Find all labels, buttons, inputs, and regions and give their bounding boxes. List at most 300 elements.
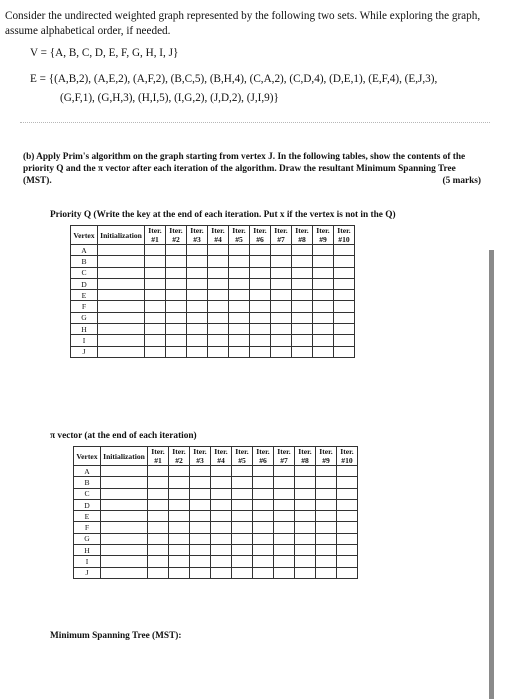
priority-q-answer-cell[interactable] xyxy=(250,256,271,267)
priority-q-answer-cell[interactable] xyxy=(292,290,313,301)
iter-word: Iter. xyxy=(253,226,267,235)
priority-q-answer-cell[interactable] xyxy=(98,290,145,301)
priority-q-answer-cell[interactable] xyxy=(292,346,313,357)
priority-q-answer-cell[interactable] xyxy=(229,324,250,335)
pi-vector-answer-cell[interactable] xyxy=(232,466,253,477)
priority-q-answer-cell[interactable] xyxy=(98,346,145,357)
iter-number: #5 xyxy=(235,235,243,244)
pi-vector-answer-cell[interactable] xyxy=(337,477,358,488)
priority-q-answer-cell[interactable] xyxy=(250,267,271,278)
priority-q-answer-cell[interactable] xyxy=(166,267,187,278)
priority-q-answer-cell[interactable] xyxy=(98,301,145,312)
priority-q-answer-cell[interactable] xyxy=(187,278,208,289)
vertex-label: B xyxy=(71,256,98,267)
pi-vector-answer-cell[interactable] xyxy=(253,522,274,533)
priority-q-answer-cell[interactable] xyxy=(292,335,313,346)
priority-q-iter-header xyxy=(145,226,166,245)
priority-q-answer-cell[interactable] xyxy=(166,245,187,256)
priority-q-answer-cell[interactable] xyxy=(145,245,166,256)
pi-vector-answer-cell[interactable] xyxy=(232,545,253,556)
pi-vector-answer-cell[interactable] xyxy=(169,533,190,544)
pi-vector-answer-cell[interactable] xyxy=(190,567,211,578)
pi-vector-answer-cell[interactable] xyxy=(169,477,190,488)
pi-vector-answer-cell[interactable] xyxy=(316,556,337,567)
pi-vector-answer-cell[interactable] xyxy=(232,522,253,533)
pi-vector-answer-cell[interactable] xyxy=(190,545,211,556)
pi-vector-answer-cell[interactable] xyxy=(337,511,358,522)
priority-q-answer-cell[interactable] xyxy=(250,324,271,335)
edge-set xyxy=(30,70,500,108)
priority-q-answer-cell[interactable] xyxy=(187,245,208,256)
pi-vector-answer-cell[interactable] xyxy=(211,556,232,567)
priority-q-answer-cell[interactable] xyxy=(229,290,250,301)
priority-q-row xyxy=(71,312,355,323)
priority-q-answer-cell[interactable] xyxy=(229,245,250,256)
pi-vector-answer-cell[interactable] xyxy=(148,488,169,499)
priority-q-header-row xyxy=(71,226,355,245)
priority-q-answer-cell[interactable] xyxy=(292,256,313,267)
pi-vector-iter-header xyxy=(274,447,295,466)
priority-q-iter-header xyxy=(166,226,187,245)
iter-number: #4 xyxy=(217,456,225,465)
priority-q-answer-cell[interactable] xyxy=(292,245,313,256)
pi-vector-answer-cell[interactable] xyxy=(232,556,253,567)
priority-q-answer-cell[interactable] xyxy=(229,335,250,346)
priority-q-answer-cell[interactable] xyxy=(208,256,229,267)
priority-q-answer-cell[interactable] xyxy=(166,278,187,289)
iter-word: Iter. xyxy=(337,226,351,235)
pi-vector-answer-cell[interactable] xyxy=(190,556,211,567)
iter-word: Iter. xyxy=(214,447,228,456)
priority-q-answer-cell[interactable] xyxy=(208,324,229,335)
pi-vector-answer-cell[interactable] xyxy=(148,466,169,477)
pi-vector-answer-cell[interactable] xyxy=(148,499,169,510)
pi-vector-answer-cell[interactable] xyxy=(316,567,337,578)
priority-q-answer-cell[interactable] xyxy=(334,267,355,278)
vertex-label: E xyxy=(71,290,98,301)
pi-vector-answer-cell[interactable] xyxy=(211,477,232,488)
pi-vector-answer-cell[interactable] xyxy=(101,511,148,522)
pi-vector-answer-cell[interactable] xyxy=(274,567,295,578)
priority-q-answer-cell[interactable] xyxy=(334,290,355,301)
priority-q-answer-cell[interactable] xyxy=(166,301,187,312)
priority-q-answer-cell[interactable] xyxy=(187,301,208,312)
priority-q-answer-cell[interactable] xyxy=(98,324,145,335)
priority-q-answer-cell[interactable] xyxy=(271,290,292,301)
pi-vector-answer-cell[interactable] xyxy=(337,533,358,544)
pi-vector-answer-cell[interactable] xyxy=(101,488,148,499)
pi-vector-answer-cell[interactable] xyxy=(211,545,232,556)
priority-q-answer-cell[interactable] xyxy=(166,256,187,267)
iter-word: Iter. xyxy=(172,447,186,456)
priority-q-answer-cell[interactable] xyxy=(145,290,166,301)
pi-vector-answer-cell[interactable] xyxy=(169,466,190,477)
iter-word: Iter. xyxy=(340,447,354,456)
priority-q-answer-cell[interactable] xyxy=(145,256,166,267)
pi-vector-answer-cell[interactable] xyxy=(148,556,169,567)
pi-vector-iter-header xyxy=(253,447,274,466)
priority-q-answer-cell[interactable] xyxy=(98,312,145,323)
pi-vector-answer-cell[interactable] xyxy=(253,499,274,510)
iter-number: #7 xyxy=(280,456,288,465)
priority-q-answer-cell[interactable] xyxy=(271,324,292,335)
priority-q-vertex-header: Vertex xyxy=(71,226,98,245)
iter-number: #7 xyxy=(277,235,285,244)
pi-vector-answer-cell[interactable] xyxy=(211,466,232,477)
iter-word: Iter. xyxy=(274,226,288,235)
priority-q-row xyxy=(71,335,355,346)
pi-vector-answer-cell[interactable] xyxy=(169,556,190,567)
pi-vector-answer-cell[interactable] xyxy=(274,545,295,556)
priority-q-answer-cell[interactable] xyxy=(271,256,292,267)
pi-vector-answer-cell[interactable] xyxy=(232,499,253,510)
vertex-label: I xyxy=(71,335,98,346)
priority-q-answer-cell[interactable] xyxy=(208,312,229,323)
priority-q-answer-cell[interactable] xyxy=(98,335,145,346)
pi-vector-answer-cell[interactable] xyxy=(148,511,169,522)
pi-vector-answer-cell[interactable] xyxy=(253,567,274,578)
vertex-label: H xyxy=(74,545,101,556)
pi-vector-answer-cell[interactable] xyxy=(316,477,337,488)
priority-q-answer-cell[interactable] xyxy=(208,245,229,256)
priority-q-answer-cell[interactable] xyxy=(334,256,355,267)
priority-q-answer-cell[interactable] xyxy=(334,245,355,256)
pi-vector-row xyxy=(74,477,358,488)
pi-vector-answer-cell[interactable] xyxy=(274,522,295,533)
priority-q-answer-cell[interactable] xyxy=(271,346,292,357)
priority-q-answer-cell[interactable] xyxy=(334,301,355,312)
priority-q-answer-cell[interactable] xyxy=(98,278,145,289)
priority-q-row xyxy=(71,301,355,312)
pi-vector-answer-cell[interactable] xyxy=(169,567,190,578)
priority-q-answer-cell[interactable] xyxy=(250,301,271,312)
iter-word: Iter. xyxy=(235,447,249,456)
priority-q-answer-cell[interactable] xyxy=(166,290,187,301)
priority-q-answer-cell[interactable] xyxy=(271,245,292,256)
pi-vector-answer-cell[interactable] xyxy=(337,545,358,556)
priority-q-answer-cell[interactable] xyxy=(292,267,313,278)
iter-number: #9 xyxy=(319,235,327,244)
iter-number: #9 xyxy=(322,456,330,465)
priority-q-answer-cell[interactable] xyxy=(145,278,166,289)
pi-vector-answer-cell[interactable] xyxy=(316,499,337,510)
pi-vector-answer-cell[interactable] xyxy=(211,499,232,510)
pi-vector-answer-cell[interactable] xyxy=(232,533,253,544)
iter-word: Iter. xyxy=(190,226,204,235)
pi-vector-answer-cell[interactable] xyxy=(211,522,232,533)
vertex-label: B xyxy=(74,477,101,488)
pi-vector-answer-cell[interactable] xyxy=(190,499,211,510)
priority-q-answer-cell[interactable] xyxy=(292,312,313,323)
pi-vector-answer-cell[interactable] xyxy=(253,533,274,544)
priority-q-answer-cell[interactable] xyxy=(229,346,250,357)
priority-q-iter-header xyxy=(250,226,271,245)
pi-vector-answer-cell[interactable] xyxy=(316,533,337,544)
priority-q-answer-cell[interactable] xyxy=(250,278,271,289)
vertex-label: C xyxy=(74,488,101,499)
pi-vector-answer-cell[interactable] xyxy=(190,511,211,522)
pi-vector-answer-cell[interactable] xyxy=(337,499,358,510)
iter-word: Iter. xyxy=(256,447,270,456)
pi-vector-row xyxy=(74,556,358,567)
priority-q-answer-cell[interactable] xyxy=(145,301,166,312)
priority-q-answer-cell[interactable] xyxy=(271,312,292,323)
pi-vector-answer-cell[interactable] xyxy=(148,533,169,544)
priority-q-answer-cell[interactable] xyxy=(229,267,250,278)
pi-vector-answer-cell[interactable] xyxy=(274,533,295,544)
pi-vector-answer-cell[interactable] xyxy=(190,488,211,499)
priority-q-answer-cell[interactable] xyxy=(250,290,271,301)
priority-q-answer-cell[interactable] xyxy=(208,267,229,278)
pi-vector-answer-cell[interactable] xyxy=(169,499,190,510)
pi-vector-answer-cell[interactable] xyxy=(295,545,316,556)
priority-q-iter-header xyxy=(208,226,229,245)
priority-q-answer-cell[interactable] xyxy=(313,335,334,346)
priority-q-row xyxy=(71,256,355,267)
priority-q-answer-cell[interactable] xyxy=(334,335,355,346)
pi-vector-answer-cell[interactable] xyxy=(101,556,148,567)
priority-q-answer-cell[interactable] xyxy=(98,256,145,267)
pi-vector-answer-cell[interactable] xyxy=(211,533,232,544)
pi-vector-answer-cell[interactable] xyxy=(295,477,316,488)
pi-vector-answer-cell[interactable] xyxy=(190,522,211,533)
pi-vector-answer-cell[interactable] xyxy=(316,545,337,556)
pi-vector-answer-cell[interactable] xyxy=(190,466,211,477)
priority-q-answer-cell[interactable] xyxy=(187,324,208,335)
pi-vector-answer-cell[interactable] xyxy=(101,499,148,510)
priority-q-answer-cell[interactable] xyxy=(208,346,229,357)
priority-q-answer-cell[interactable] xyxy=(187,346,208,357)
priority-q-answer-cell[interactable] xyxy=(145,324,166,335)
priority-q-answer-cell[interactable] xyxy=(145,335,166,346)
pi-vector-vertex-header: Vertex xyxy=(74,447,101,466)
pi-vector-answer-cell[interactable] xyxy=(337,556,358,567)
pi-vector-answer-cell[interactable] xyxy=(295,499,316,510)
pi-vector-answer-cell[interactable] xyxy=(211,567,232,578)
priority-q-answer-cell[interactable] xyxy=(313,301,334,312)
pi-vector-answer-cell[interactable] xyxy=(316,522,337,533)
priority-q-answer-cell[interactable] xyxy=(250,245,271,256)
priority-q-answer-cell[interactable] xyxy=(292,301,313,312)
priority-q-answer-cell[interactable] xyxy=(334,324,355,335)
priority-q-answer-cell[interactable] xyxy=(334,346,355,357)
priority-q-answer-cell[interactable] xyxy=(187,290,208,301)
vertex-label: D xyxy=(74,499,101,510)
priority-q-answer-cell[interactable] xyxy=(208,278,229,289)
pi-vector-iter-header xyxy=(337,447,358,466)
vertex-label: A xyxy=(71,245,98,256)
pi-vector-answer-cell[interactable] xyxy=(253,488,274,499)
vertex-label: F xyxy=(74,522,101,533)
priority-q-answer-cell[interactable] xyxy=(187,267,208,278)
pi-vector-answer-cell[interactable] xyxy=(101,545,148,556)
pi-vector-answer-cell[interactable] xyxy=(316,488,337,499)
priority-q-answer-cell[interactable] xyxy=(334,278,355,289)
pi-vector-answer-cell[interactable] xyxy=(295,533,316,544)
pi-vector-answer-cell[interactable] xyxy=(148,522,169,533)
pi-vector-answer-cell[interactable] xyxy=(274,499,295,510)
pi-vector-answer-cell[interactable] xyxy=(253,545,274,556)
pi-vector-answer-cell[interactable] xyxy=(169,545,190,556)
priority-q-answer-cell[interactable] xyxy=(292,324,313,335)
priority-q-row xyxy=(71,267,355,278)
vertex-label: C xyxy=(71,267,98,278)
vertex-label: J xyxy=(74,567,101,578)
priority-q-iter-header xyxy=(292,226,313,245)
pi-vector-answer-cell[interactable] xyxy=(253,511,274,522)
pi-vector-iter-header xyxy=(169,447,190,466)
priority-q-iter-header xyxy=(271,226,292,245)
iter-number: #6 xyxy=(256,235,264,244)
pi-vector-answer-cell[interactable] xyxy=(101,466,148,477)
priority-q-answer-cell[interactable] xyxy=(271,278,292,289)
priority-q-answer-cell[interactable] xyxy=(313,278,334,289)
pi-vector-answer-cell[interactable] xyxy=(148,477,169,488)
priority-q-answer-cell[interactable] xyxy=(208,290,229,301)
iter-number: #1 xyxy=(154,456,162,465)
priority-q-answer-cell[interactable] xyxy=(229,278,250,289)
priority-q-heading: Priority Q (Write the key at the end of each iteration. Put x if the vertex is not in the Q) xyxy=(50,210,396,220)
priority-q-answer-cell[interactable] xyxy=(145,346,166,357)
pi-vector-answer-cell[interactable] xyxy=(295,466,316,477)
pi-vector-answer-cell[interactable] xyxy=(337,488,358,499)
pi-vector-answer-cell[interactable] xyxy=(295,522,316,533)
pi-vector-answer-cell[interactable] xyxy=(101,533,148,544)
vertex-label: D xyxy=(71,278,98,289)
pi-vector-answer-cell[interactable] xyxy=(169,511,190,522)
pi-vector-answer-cell[interactable] xyxy=(190,533,211,544)
priority-q-answer-cell[interactable] xyxy=(229,256,250,267)
pi-vector-answer-cell[interactable] xyxy=(295,511,316,522)
priority-q-answer-cell[interactable] xyxy=(187,256,208,267)
iter-word: Iter. xyxy=(151,447,165,456)
pi-vector-answer-cell[interactable] xyxy=(169,522,190,533)
iter-number: #2 xyxy=(175,456,183,465)
priority-q-answer-cell[interactable] xyxy=(208,301,229,312)
marks-label: (5 marks) xyxy=(442,176,481,186)
vertex-label: I xyxy=(74,556,101,567)
pi-vector-row xyxy=(74,533,358,544)
priority-q-answer-cell[interactable] xyxy=(98,267,145,278)
iter-number: #4 xyxy=(214,235,222,244)
iter-word: Iter. xyxy=(193,447,207,456)
priority-q-answer-cell[interactable] xyxy=(187,312,208,323)
priority-q-iter-header xyxy=(334,226,355,245)
pi-vector-answer-cell[interactable] xyxy=(101,567,148,578)
pi-vector-answer-cell[interactable] xyxy=(211,488,232,499)
priority-q-answer-cell[interactable] xyxy=(250,312,271,323)
problem-intro: Consider the undirected weighted graph represented by the following two sets. While exploring the graph, assume alphabetical order, if needed. xyxy=(5,10,481,37)
vertex-label: J xyxy=(71,346,98,357)
pi-vector-answer-cell[interactable] xyxy=(190,477,211,488)
vertex-set: V = {A, B, C, D, E, F, G, H, I, J} xyxy=(30,47,179,59)
pi-vector-answer-cell[interactable] xyxy=(316,466,337,477)
priority-q-answer-cell[interactable] xyxy=(313,290,334,301)
pi-vector-answer-cell[interactable] xyxy=(148,545,169,556)
priority-q-answer-cell[interactable] xyxy=(166,312,187,323)
pi-vector-answer-cell[interactable] xyxy=(337,567,358,578)
priority-q-answer-cell[interactable] xyxy=(98,245,145,256)
pi-vector-answer-cell[interactable] xyxy=(295,488,316,499)
pi-vector-answer-cell[interactable] xyxy=(169,488,190,499)
pi-vector-answer-cell[interactable] xyxy=(274,477,295,488)
priority-q-answer-cell[interactable] xyxy=(229,312,250,323)
priority-q-row xyxy=(71,290,355,301)
priority-q-answer-cell[interactable] xyxy=(271,301,292,312)
pi-vector-answer-cell[interactable] xyxy=(274,511,295,522)
pi-vector-answer-cell[interactable] xyxy=(316,511,337,522)
priority-q-answer-cell[interactable] xyxy=(166,346,187,357)
priority-q-answer-cell[interactable] xyxy=(208,335,229,346)
priority-q-answer-cell[interactable] xyxy=(166,324,187,335)
iter-word: Iter. xyxy=(277,447,291,456)
priority-q-answer-cell[interactable] xyxy=(334,312,355,323)
pi-vector-row xyxy=(74,567,358,578)
iter-number: #6 xyxy=(259,456,267,465)
pi-vector-answer-cell[interactable] xyxy=(232,488,253,499)
priority-q-answer-cell[interactable] xyxy=(145,267,166,278)
iter-number: #2 xyxy=(172,235,180,244)
priority-q-answer-cell[interactable] xyxy=(313,256,334,267)
priority-q-answer-cell[interactable] xyxy=(271,335,292,346)
pi-vector-answer-cell[interactable] xyxy=(148,567,169,578)
pi-vector-iter-header xyxy=(295,447,316,466)
iter-number: #5 xyxy=(238,456,246,465)
priority-q-answer-cell[interactable] xyxy=(250,346,271,357)
pi-vector-answer-cell[interactable] xyxy=(253,556,274,567)
priority-q-answer-cell[interactable] xyxy=(313,324,334,335)
vertex-label: F xyxy=(71,301,98,312)
pi-vector-answer-cell[interactable] xyxy=(274,556,295,567)
pi-vector-answer-cell[interactable] xyxy=(211,511,232,522)
priority-q-row xyxy=(71,324,355,335)
pi-vector-answer-cell[interactable] xyxy=(101,522,148,533)
pi-vector-answer-cell[interactable] xyxy=(295,556,316,567)
pi-vector-answer-cell[interactable] xyxy=(253,477,274,488)
pi-vector-answer-cell[interactable] xyxy=(232,567,253,578)
pi-vector-answer-cell[interactable] xyxy=(253,466,274,477)
pi-vector-answer-cell[interactable] xyxy=(232,511,253,522)
scrollbar[interactable] xyxy=(489,250,494,699)
priority-q-answer-cell[interactable] xyxy=(292,278,313,289)
priority-q-init-header: Initialization xyxy=(98,226,145,245)
priority-q-answer-cell[interactable] xyxy=(313,267,334,278)
priority-q-row xyxy=(71,278,355,289)
priority-q-answer-cell[interactable] xyxy=(313,245,334,256)
priority-q-answer-cell[interactable] xyxy=(271,267,292,278)
priority-q-answer-cell[interactable] xyxy=(313,346,334,357)
pi-vector-answer-cell[interactable] xyxy=(232,477,253,488)
pi-vector-answer-cell[interactable] xyxy=(295,567,316,578)
priority-q-answer-cell[interactable] xyxy=(229,301,250,312)
priority-q-answer-cell[interactable] xyxy=(145,312,166,323)
pi-vector-answer-cell[interactable] xyxy=(274,466,295,477)
pi-vector-row xyxy=(74,511,358,522)
pi-vector-answer-cell[interactable] xyxy=(337,522,358,533)
iter-word: Iter. xyxy=(232,226,246,235)
priority-q-answer-cell[interactable] xyxy=(250,335,271,346)
iter-word: Iter. xyxy=(298,447,312,456)
pi-vector-heading: π vector (at the end of each iteration) xyxy=(50,431,197,441)
pi-vector-answer-cell[interactable] xyxy=(337,466,358,477)
iter-number: #10 xyxy=(341,456,353,465)
priority-q-answer-cell[interactable] xyxy=(187,335,208,346)
pi-vector-answer-cell[interactable] xyxy=(274,488,295,499)
priority-q-answer-cell[interactable] xyxy=(166,335,187,346)
iter-number: #1 xyxy=(151,235,159,244)
priority-q-answer-cell[interactable] xyxy=(313,312,334,323)
pi-vector-answer-cell[interactable] xyxy=(101,477,148,488)
